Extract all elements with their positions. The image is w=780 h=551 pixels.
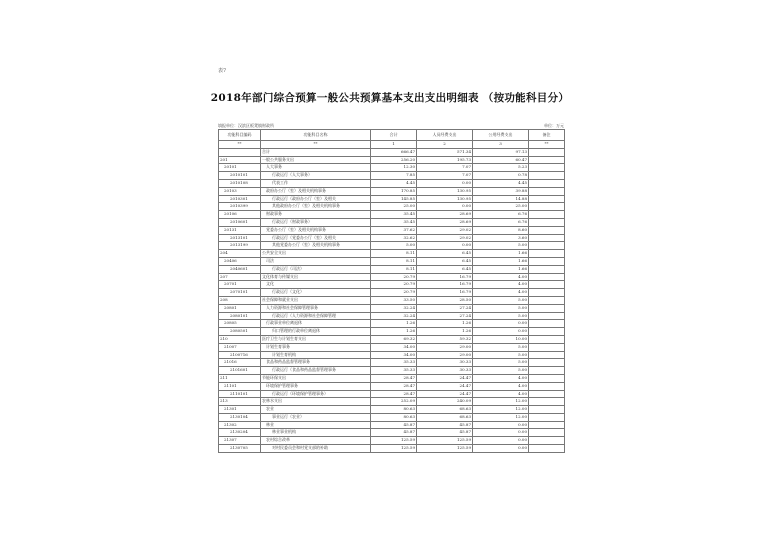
row-code-cell: 2010101 bbox=[219, 172, 261, 180]
row-remark-cell bbox=[529, 226, 565, 234]
row-public-cell: 0.00 bbox=[473, 320, 529, 328]
row-public-cell: 4.00 bbox=[473, 382, 529, 390]
row-public-cell: 4.00 bbox=[473, 281, 529, 289]
row-total-cell: 20.79 bbox=[371, 273, 417, 281]
row-name-cell: 行政运行（政府办公厅（室）及相关 bbox=[261, 195, 371, 203]
row-remark-cell bbox=[529, 398, 565, 406]
table-row bbox=[219, 203, 565, 211]
row-code-cell: 21302 bbox=[219, 421, 261, 429]
row-remark-cell bbox=[529, 359, 565, 367]
row-name-cell: 司法 bbox=[261, 257, 371, 265]
table-row bbox=[219, 296, 565, 304]
row-remark-cell bbox=[529, 273, 565, 281]
row-code-cell: 20406 bbox=[219, 257, 261, 265]
row-remark-cell bbox=[529, 250, 565, 258]
table-row bbox=[219, 265, 565, 273]
table-row bbox=[219, 367, 565, 375]
row-public-cell: 12.00 bbox=[473, 413, 529, 421]
row-name-cell: 文化 bbox=[261, 281, 371, 289]
row-total-cell: 80.63 bbox=[371, 413, 417, 421]
row-public-cell: 5.00 bbox=[473, 296, 529, 304]
row-public-cell: 5.00 bbox=[473, 312, 529, 320]
row-staff-cell: 125.59 bbox=[417, 445, 473, 453]
row-remark-cell bbox=[529, 281, 565, 289]
row-code-cell: 2013101 bbox=[219, 234, 261, 242]
row-total-cell: 7.85 bbox=[371, 172, 417, 180]
row-total-cell: 35.33 bbox=[371, 367, 417, 375]
table-row bbox=[219, 234, 565, 242]
row-code-cell: 21007 bbox=[219, 343, 261, 351]
row-code-cell: 2101601 bbox=[219, 367, 261, 375]
row-public-cell: 1.66 bbox=[473, 265, 529, 273]
table-body bbox=[219, 130, 565, 453]
table-row bbox=[219, 421, 565, 429]
table-row bbox=[219, 429, 565, 437]
row-public-cell: 60.47 bbox=[473, 156, 529, 164]
row-total-cell: 252.09 bbox=[371, 398, 417, 406]
table-row bbox=[219, 164, 565, 172]
row-code-cell: 21307 bbox=[219, 437, 261, 445]
row-public-cell: 12.00 bbox=[473, 398, 529, 406]
row-name-cell: 行政运行（财政事务） bbox=[261, 218, 371, 226]
row-code-cell: 2080501 bbox=[219, 328, 261, 336]
row-staff-cell: 0.00 bbox=[417, 203, 473, 211]
row-name-cell: 党委办公厅（室）及相关机构事务 bbox=[261, 226, 371, 234]
table-row bbox=[219, 351, 565, 359]
row-remark-cell bbox=[529, 304, 565, 312]
row-public-cell: 4.00 bbox=[473, 289, 529, 297]
row-remark-cell bbox=[529, 296, 565, 304]
row-staff-cell: 240.09 bbox=[417, 398, 473, 406]
row-code-cell: 204 bbox=[219, 250, 261, 258]
row-public-cell: 1.66 bbox=[473, 257, 529, 265]
header-public: 公用经费支出 bbox=[473, 130, 529, 141]
row-staff-cell: 29.02 bbox=[417, 226, 473, 234]
row-total-cell: 28.47 bbox=[371, 374, 417, 382]
row-staff-cell: 0.00 bbox=[417, 179, 473, 187]
row-total-cell: 34.00 bbox=[371, 351, 417, 359]
header-remark: 备注 bbox=[529, 130, 565, 141]
row-name-cell: 合计 bbox=[261, 148, 371, 156]
row-public-cell: 97.13 bbox=[473, 148, 529, 156]
row-staff-cell: 29.02 bbox=[417, 234, 473, 242]
row-public-cell: 5.00 bbox=[473, 304, 529, 312]
row-total-cell: 35.45 bbox=[371, 211, 417, 219]
row-name-cell: 公共安全支出 bbox=[261, 250, 371, 258]
row-remark-cell bbox=[529, 374, 565, 382]
row-total-cell: 170.85 bbox=[371, 187, 417, 195]
row-remark-cell bbox=[529, 351, 565, 359]
table-row bbox=[219, 312, 565, 320]
row-staff-cell: 68.63 bbox=[417, 413, 473, 421]
table-row bbox=[219, 211, 565, 219]
row-name-cell: 政府办公厅（室）及相关机构事务 bbox=[261, 187, 371, 195]
row-code-cell: 2070101 bbox=[219, 289, 261, 297]
page-title: 2018年部门综合预算一般公共预算基本支出支出明细表 （按功能科目分） bbox=[210, 92, 570, 104]
table-row bbox=[219, 172, 565, 180]
row-staff-cell: 30.33 bbox=[417, 367, 473, 375]
row-public-cell: 25.00 bbox=[473, 203, 529, 211]
row-name-cell: 行政事业单位离退休 bbox=[261, 320, 371, 328]
row-name-cell: 行政运行（司法） bbox=[261, 265, 371, 273]
row-public-cell: 5.00 bbox=[473, 359, 529, 367]
row-name-cell: 归口管理的行政单位离退休 bbox=[261, 328, 371, 336]
row-name-cell: 行政运行（人大事务） bbox=[261, 172, 371, 180]
row-name-cell: 一般公共服务支出 bbox=[261, 156, 371, 164]
row-total-cell: 34.00 bbox=[371, 343, 417, 351]
row-staff-cell: 130.95 bbox=[417, 187, 473, 195]
row-public-cell: 4.00 bbox=[473, 374, 529, 382]
row-name-cell: 计划生育事务 bbox=[261, 343, 371, 351]
row-staff-cell: 0.00 bbox=[417, 242, 473, 250]
row-code-cell: 21101 bbox=[219, 382, 261, 390]
row-staff-cell: 195.73 bbox=[417, 156, 473, 164]
row-code-cell: 2010399 bbox=[219, 203, 261, 211]
row-code-cell bbox=[219, 148, 261, 156]
row-remark-cell bbox=[529, 172, 565, 180]
row-staff-cell: 28.69 bbox=[417, 218, 473, 226]
row-public-cell: 14.88 bbox=[473, 195, 529, 203]
row-remark-cell bbox=[529, 406, 565, 414]
row-staff-cell: 24.47 bbox=[417, 382, 473, 390]
row-code-cell: 21016 bbox=[219, 359, 261, 367]
reporting-unit: 填报单位：汉滨区板凳镇财政所 bbox=[218, 123, 274, 128]
row-total-cell: 37.62 bbox=[371, 226, 417, 234]
row-total-cell: 20.79 bbox=[371, 289, 417, 297]
row-remark-cell bbox=[529, 312, 565, 320]
row-public-cell: 4.45 bbox=[473, 179, 529, 187]
row-name-cell: 代表工作 bbox=[261, 179, 371, 187]
index-row bbox=[219, 141, 565, 149]
row-code-cell: 2010601 bbox=[219, 218, 261, 226]
table-row bbox=[219, 195, 565, 203]
row-name-cell: 社会保障和就业支出 bbox=[261, 296, 371, 304]
table-row bbox=[219, 250, 565, 258]
row-remark-cell bbox=[529, 148, 565, 156]
row-staff-cell: 6.45 bbox=[417, 250, 473, 258]
row-name-cell: 对村民委员会和村党支部的补助 bbox=[261, 445, 371, 453]
row-total-cell: 25.00 bbox=[371, 203, 417, 211]
row-staff-cell: 571.34 bbox=[417, 148, 473, 156]
row-public-cell: 6.76 bbox=[473, 211, 529, 219]
row-staff-cell: 45.87 bbox=[417, 429, 473, 437]
row-total-cell: 12.30 bbox=[371, 164, 417, 172]
row-remark-cell bbox=[529, 187, 565, 195]
row-total-cell: 35.45 bbox=[371, 218, 417, 226]
row-total-cell: 8.11 bbox=[371, 250, 417, 258]
row-total-cell: 125.59 bbox=[371, 437, 417, 445]
row-name-cell: 林业事业机构 bbox=[261, 429, 371, 437]
table-row bbox=[219, 281, 565, 289]
row-staff-cell: 7.07 bbox=[417, 164, 473, 172]
row-public-cell: 12.00 bbox=[473, 406, 529, 414]
row-remark-cell bbox=[529, 179, 565, 187]
row-staff-cell: 7.07 bbox=[417, 172, 473, 180]
row-staff-cell: 1.26 bbox=[417, 328, 473, 336]
row-name-cell: 行政运行（环境保护管理事务） bbox=[261, 390, 371, 398]
row-public-cell: 0.00 bbox=[473, 429, 529, 437]
table-row bbox=[219, 382, 565, 390]
table-row bbox=[219, 437, 565, 445]
table-tag: 表7 bbox=[218, 68, 227, 74]
row-total-cell: 69.32 bbox=[371, 335, 417, 343]
table-row bbox=[219, 359, 565, 367]
row-name-cell: 农业 bbox=[261, 406, 371, 414]
row-staff-cell: 1.26 bbox=[417, 320, 473, 328]
row-code-cell: 20805 bbox=[219, 320, 261, 328]
table-row bbox=[219, 320, 565, 328]
row-code-cell: 2080101 bbox=[219, 312, 261, 320]
table-row bbox=[219, 398, 565, 406]
row-name-cell: 农林水支出 bbox=[261, 398, 371, 406]
table-row bbox=[219, 374, 565, 382]
index-remark: ** bbox=[529, 141, 565, 149]
row-remark-cell bbox=[529, 211, 565, 219]
row-code-cell: 2110101 bbox=[219, 390, 261, 398]
row-name-cell: 其他党委办公厅（室）及相关机构事务 bbox=[261, 242, 371, 250]
row-staff-cell: 16.79 bbox=[417, 289, 473, 297]
row-code-cell: 211 bbox=[219, 374, 261, 382]
header-code: 功能科目编码 bbox=[219, 130, 261, 141]
row-public-cell: 4.00 bbox=[473, 273, 529, 281]
header-staff: 人员经费支出 bbox=[417, 130, 473, 141]
index-public: 3 bbox=[473, 141, 529, 149]
table-header-row bbox=[219, 130, 565, 141]
row-code-cell: 2100716 bbox=[219, 351, 261, 359]
row-name-cell: 农村综合改革 bbox=[261, 437, 371, 445]
table-row bbox=[219, 390, 565, 398]
row-total-cell: 28.47 bbox=[371, 382, 417, 390]
row-staff-cell: 28.69 bbox=[417, 211, 473, 219]
budget-table bbox=[218, 129, 565, 453]
row-total-cell: 33.50 bbox=[371, 296, 417, 304]
table-row bbox=[219, 304, 565, 312]
row-remark-cell bbox=[529, 429, 565, 437]
row-remark-cell bbox=[529, 335, 565, 343]
table-row bbox=[219, 187, 565, 195]
row-public-cell: 5.00 bbox=[473, 367, 529, 375]
row-name-cell: 行政运行（党委办公厅（室）及相关 bbox=[261, 234, 371, 242]
row-remark-cell bbox=[529, 343, 565, 351]
row-name-cell: 环境保护管理事务 bbox=[261, 382, 371, 390]
row-total-cell: 8.11 bbox=[371, 265, 417, 273]
row-staff-cell: 125.59 bbox=[417, 437, 473, 445]
row-total-cell: 28.47 bbox=[371, 390, 417, 398]
row-code-cell: 210 bbox=[219, 335, 261, 343]
row-name-cell: 人大事务 bbox=[261, 164, 371, 172]
table-row bbox=[219, 335, 565, 343]
table-row bbox=[219, 343, 565, 351]
index-name: ** bbox=[261, 141, 371, 149]
row-code-cell: 20701 bbox=[219, 281, 261, 289]
row-name-cell: 林业 bbox=[261, 421, 371, 429]
row-code-cell: 207 bbox=[219, 273, 261, 281]
row-name-cell: 行政运行（文化） bbox=[261, 289, 371, 297]
row-total-cell: 8.11 bbox=[371, 257, 417, 265]
row-public-cell: 5.23 bbox=[473, 164, 529, 172]
row-name-cell: 节能环保支出 bbox=[261, 374, 371, 382]
row-name-cell: 行政运行（食品和药品监督管理事务 bbox=[261, 367, 371, 375]
row-public-cell: 0.00 bbox=[473, 437, 529, 445]
row-staff-cell: 130.95 bbox=[417, 195, 473, 203]
row-name-cell: 财政事务 bbox=[261, 211, 371, 219]
table-row bbox=[219, 445, 565, 453]
row-public-cell: 1.66 bbox=[473, 250, 529, 258]
index-total: 1 bbox=[371, 141, 417, 149]
row-code-cell: 2040601 bbox=[219, 265, 261, 273]
row-total-cell: 5.00 bbox=[371, 242, 417, 250]
row-total-cell: 20.79 bbox=[371, 281, 417, 289]
row-name-cell: 事业运行（农业） bbox=[261, 413, 371, 421]
row-code-cell: 213 bbox=[219, 398, 261, 406]
row-code-cell: 20801 bbox=[219, 304, 261, 312]
row-total-cell: 45.87 bbox=[371, 421, 417, 429]
table-row bbox=[219, 328, 565, 336]
table-row bbox=[219, 257, 565, 265]
row-public-cell: 5.00 bbox=[473, 343, 529, 351]
row-public-cell: 0.78 bbox=[473, 172, 529, 180]
row-public-cell: 4.00 bbox=[473, 390, 529, 398]
table-row bbox=[219, 148, 565, 156]
row-remark-cell bbox=[529, 421, 565, 429]
row-total-cell: 45.87 bbox=[371, 429, 417, 437]
row-code-cell: 2130705 bbox=[219, 445, 261, 453]
row-code-cell: 2013199 bbox=[219, 242, 261, 250]
row-code-cell: 2010108 bbox=[219, 179, 261, 187]
row-staff-cell: 24.47 bbox=[417, 390, 473, 398]
row-remark-cell bbox=[529, 265, 565, 273]
row-public-cell: 0.00 bbox=[473, 421, 529, 429]
table-row bbox=[219, 406, 565, 414]
row-public-cell: 5.00 bbox=[473, 242, 529, 250]
row-code-cell: 208 bbox=[219, 296, 261, 304]
row-staff-cell: 16.79 bbox=[417, 281, 473, 289]
index-staff: 2 bbox=[417, 141, 473, 149]
row-remark-cell bbox=[529, 413, 565, 421]
row-remark-cell bbox=[529, 257, 565, 265]
currency-unit: 单位：万元 bbox=[544, 123, 564, 128]
row-remark-cell bbox=[529, 164, 565, 172]
table-row bbox=[219, 179, 565, 187]
row-remark-cell bbox=[529, 328, 565, 336]
row-total-cell: 256.20 bbox=[371, 156, 417, 164]
row-name-cell: 其他政府办公厅（室）及相关机构事务 bbox=[261, 203, 371, 211]
row-total-cell: 35.33 bbox=[371, 359, 417, 367]
row-remark-cell bbox=[529, 203, 565, 211]
row-total-cell: 32.24 bbox=[371, 312, 417, 320]
table-row bbox=[219, 413, 565, 421]
row-remark-cell bbox=[529, 382, 565, 390]
row-staff-cell: 28.50 bbox=[417, 296, 473, 304]
row-remark-cell bbox=[529, 218, 565, 226]
row-code-cell: 20103 bbox=[219, 187, 261, 195]
table-row bbox=[219, 156, 565, 164]
row-staff-cell: 27.24 bbox=[417, 304, 473, 312]
row-code-cell: 2130104 bbox=[219, 413, 261, 421]
row-public-cell: 0.00 bbox=[473, 328, 529, 336]
row-remark-cell bbox=[529, 242, 565, 250]
row-remark-cell bbox=[529, 367, 565, 375]
row-total-cell: 145.85 bbox=[371, 195, 417, 203]
row-code-cell: 2130204 bbox=[219, 429, 261, 437]
table-row bbox=[219, 242, 565, 250]
row-remark-cell bbox=[529, 289, 565, 297]
row-total-cell: 1.26 bbox=[371, 320, 417, 328]
row-staff-cell: 45.87 bbox=[417, 421, 473, 429]
row-remark-cell bbox=[529, 234, 565, 242]
row-code-cell: 20106 bbox=[219, 211, 261, 219]
row-total-cell: 666.47 bbox=[371, 148, 417, 156]
row-staff-cell: 30.33 bbox=[417, 359, 473, 367]
row-name-cell: 食品和药品监督管理事务 bbox=[261, 359, 371, 367]
row-name-cell: 计划生育机构 bbox=[261, 351, 371, 359]
table-row bbox=[219, 289, 565, 297]
row-code-cell: 2010301 bbox=[219, 195, 261, 203]
header-total: 合计 bbox=[371, 130, 417, 141]
row-remark-cell bbox=[529, 445, 565, 453]
row-code-cell: 20131 bbox=[219, 226, 261, 234]
row-total-cell: 32.24 bbox=[371, 304, 417, 312]
row-total-cell: 4.45 bbox=[371, 179, 417, 187]
index-code: ** bbox=[219, 141, 261, 149]
row-public-cell: 39.88 bbox=[473, 187, 529, 195]
row-public-cell: 0.00 bbox=[473, 445, 529, 453]
row-public-cell: 3.60 bbox=[473, 234, 529, 242]
table-row bbox=[219, 226, 565, 234]
row-total-cell: 125.59 bbox=[371, 445, 417, 453]
row-public-cell: 8.60 bbox=[473, 226, 529, 234]
row-code-cell: 21301 bbox=[219, 406, 261, 414]
row-total-cell: 80.63 bbox=[371, 406, 417, 414]
row-name-cell: 人力资源和社会保障管理事务 bbox=[261, 304, 371, 312]
row-staff-cell: 27.24 bbox=[417, 312, 473, 320]
row-remark-cell bbox=[529, 437, 565, 445]
row-public-cell: 10.00 bbox=[473, 335, 529, 343]
row-code-cell: 20101 bbox=[219, 164, 261, 172]
row-staff-cell: 29.00 bbox=[417, 343, 473, 351]
row-remark-cell bbox=[529, 390, 565, 398]
row-public-cell: 5.00 bbox=[473, 351, 529, 359]
row-staff-cell: 24.47 bbox=[417, 374, 473, 382]
row-remark-cell bbox=[529, 320, 565, 328]
row-remark-cell bbox=[529, 156, 565, 164]
row-staff-cell: 59.32 bbox=[417, 335, 473, 343]
row-staff-cell: 6.45 bbox=[417, 265, 473, 273]
row-remark-cell bbox=[529, 195, 565, 203]
row-staff-cell: 6.45 bbox=[417, 257, 473, 265]
row-name-cell: 文化体育与传媒支出 bbox=[261, 273, 371, 281]
row-staff-cell: 68.63 bbox=[417, 406, 473, 414]
row-code-cell: 201 bbox=[219, 156, 261, 164]
table-row bbox=[219, 273, 565, 281]
row-name-cell: 医疗卫生与计划生育支出 bbox=[261, 335, 371, 343]
row-staff-cell: 16.79 bbox=[417, 273, 473, 281]
row-staff-cell: 29.00 bbox=[417, 351, 473, 359]
row-name-cell: 行政运行（人力资源和社会保障管理 bbox=[261, 312, 371, 320]
row-total-cell: 1.26 bbox=[371, 328, 417, 336]
row-total-cell: 32.62 bbox=[371, 234, 417, 242]
row-public-cell: 6.76 bbox=[473, 218, 529, 226]
header-name: 功能科目名称 bbox=[261, 130, 371, 141]
table-row bbox=[219, 218, 565, 226]
